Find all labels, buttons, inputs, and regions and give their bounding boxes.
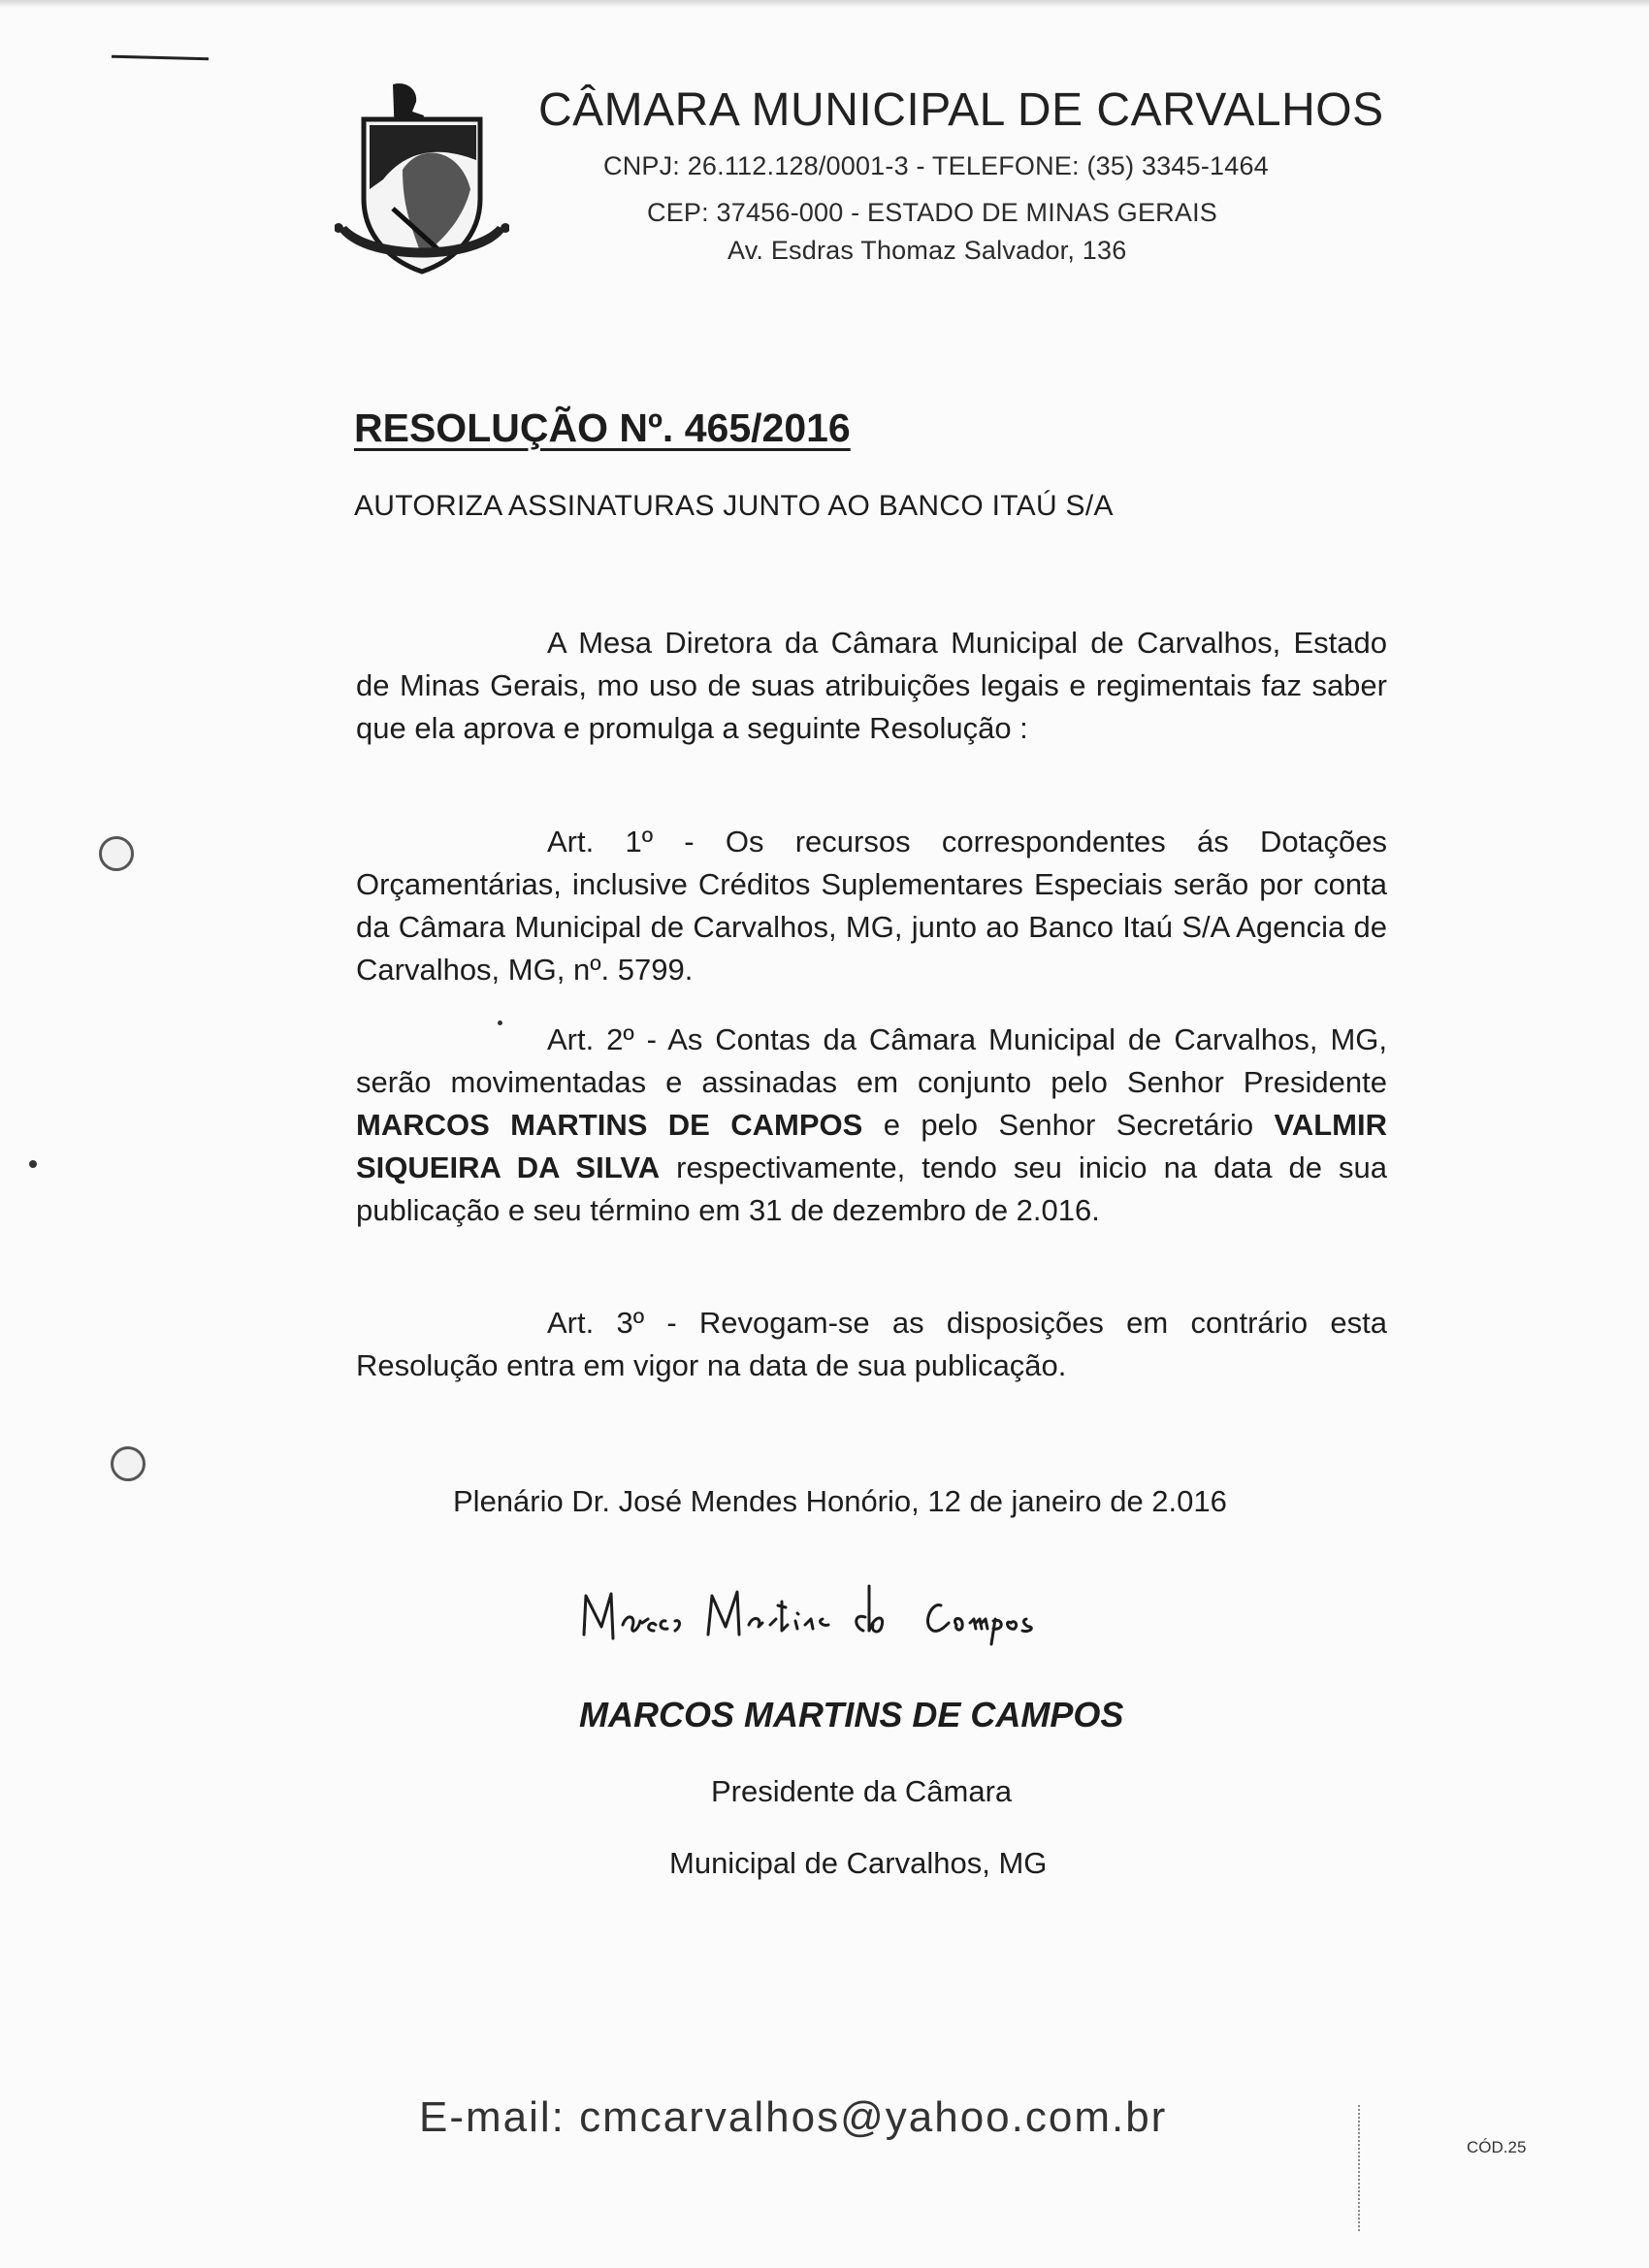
intro-paragraph: A Mesa Diretora da Câmara Municipal de Carvalhos, Estado de Minas Gerais, mo uso de suas atribuições legais e regimentais faz saber que ela aprova e promulga a seguinte Resolução : [356,626,1387,745]
article-2-paragraph [356,1019,1387,1232]
scan-fold-line [1358,2105,1360,2231]
signer-name: MARCOS MARTINS DE CAMPOS [579,1695,1124,1734]
article-3-paragraph: Art. 3º - Revogam-se as disposições em contrário esta Resolução entra em vigor na data de sua publicação. [356,1306,1387,1382]
president-name-bold: MARCOS MARTINS DE CAMPOS [356,1108,863,1142]
chamber-name-heading: CÂMARA MUNICIPAL DE CARVALHOS [538,84,1384,136]
document-code: CÓD.25 [1467,2138,1527,2156]
cnpj-phone-line: CNPJ: 26.112.128/0001-3 - TELEFONE: (35) 3345-1464 [603,151,1269,180]
article-2-text-part1: Art. 2º - As Contas da Câmara Municipal de Carvalhos, MG, serão movimentadas e assinadas em conjunto pelo Senhor Presidente [356,1022,1387,1099]
secretary-name-bold: VALMIR SIQUEIRA DA SILVA [356,1108,1388,1184]
cep-state-line: CEP: 37456-000 - ESTADO DE MINAS GERAIS [647,198,1217,227]
handwritten-signature [572,1567,1174,1673]
resolution-title: RESOLUÇÃO Nº. 465/2016 [354,405,851,450]
municipal-crest-icon [335,82,509,291]
scan-top-edge [0,0,1649,8]
punch-hole-upper [99,836,134,871]
place-date-line: Plenário Dr. José Mendes Honório, 12 de janeiro de 2.016 [453,1484,1227,1518]
punch-hole-lower [111,1446,146,1481]
article-2-text-part2: e pelo Senhor Secretário [862,1108,1275,1142]
footer-email: E-mail: cmcarvalhos@yahoo.com.br [419,2093,1168,2141]
article-2-text-part3: respectivamente, tendo seu inicio na data de sua publicação e seu término em 31 de dezembro de 2.016. [356,1150,1387,1227]
signer-role-line-2: Municipal de Carvalhos, MG [669,1846,1048,1880]
address-line: Av. Esdras Thomaz Salvador, 136 [728,236,1127,265]
article-1-paragraph: Art. 1º - Os recursos correspondentes ás Dotações Orçamentárias, inclusive Créditos Suplementares Especiais serão por conta da Câmara Municipal de Carvalhos, MG, junto ao Banco Itaú S/A Agencia de Carvalhos, MG, nº. 5799. [356,825,1387,987]
signer-role-line-1: Presidente da Câmara [711,1774,1013,1808]
scan-mark [112,55,209,61]
scan-speck [29,1160,37,1168]
resolution-subtitle: AUTORIZA ASSINATURAS JUNTO AO BANCO ITAÚ S/A [354,490,1114,522]
